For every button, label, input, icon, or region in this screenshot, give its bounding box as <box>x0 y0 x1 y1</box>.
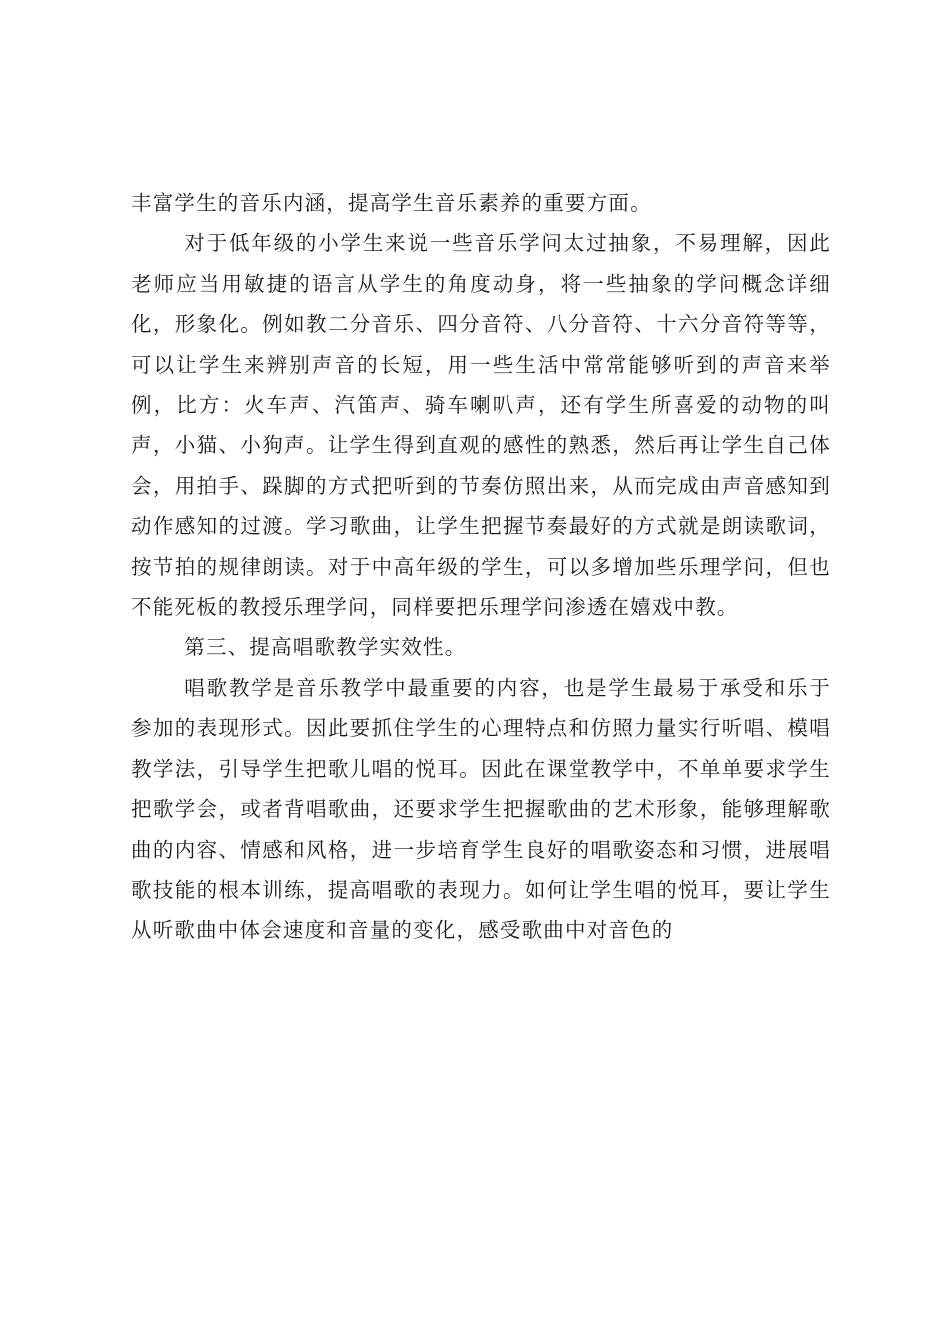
paragraph-music-theory: 对于低年级的小学生来说一些音乐学问太过抽象，不易理解，因此老师应当用敏捷的语言从学生的角度动身，将一些抽象的学问概念详细化，形象化。例如教二分音乐、四分音符、八分音符、十六分音符等等，可以让学生来辨别声音的长短，用一些生活中常常能够听到的声音来举例，比方：火车声、汽笛声、骑车喇叭声，还有学生所喜爱的动物的叫声，小猫、小狗声。让学生得到直观的感性的熟悉，然后再让学生自己体会，用拍手、跺脚的方式把听到的节奏仿照出来，从而完成由声音感知到动作感知的过渡。学习歌曲，让学生把握节奏最好的方式就是朗读歌词，按节拍的规律朗读。对于中高年级的学生，可以多增加些乐理学问，但也不能死板的教授乐理学问，同样要把乐理学问渗透在嬉戏中教。 <box>131 231 831 620</box>
paragraph-singing-teaching: 唱歌教学是音乐教学中最重要的内容，也是学生最易于承受和乐于参加的表现形式。因此要抓住学生的心理特点和仿照力量实行听唱、模唱教学法，引导学生把歌儿唱的悦耳。因此在课堂教学中，不单单要求学生把歌学会，或者背唱歌曲，还要求学生把握歌曲的艺术形象，能够理解歌曲的内容、情感和风格，进一步培育学生良好的唱歌姿态和习惯，进展唱歌技能的根本训练，提高唱歌的表现力。如何让学生唱的悦耳，要让学生从听歌曲中体会速度和音量的变化，感受歌曲中对音色的 <box>131 675 831 943</box>
body-text <box>131 183 831 951</box>
paragraph-continuation: 丰富学生的音乐内涵，提高学生音乐素养的重要方面。 <box>131 191 652 215</box>
section-heading-third: 第三、提高唱歌教学实效性。 <box>184 635 467 660</box>
